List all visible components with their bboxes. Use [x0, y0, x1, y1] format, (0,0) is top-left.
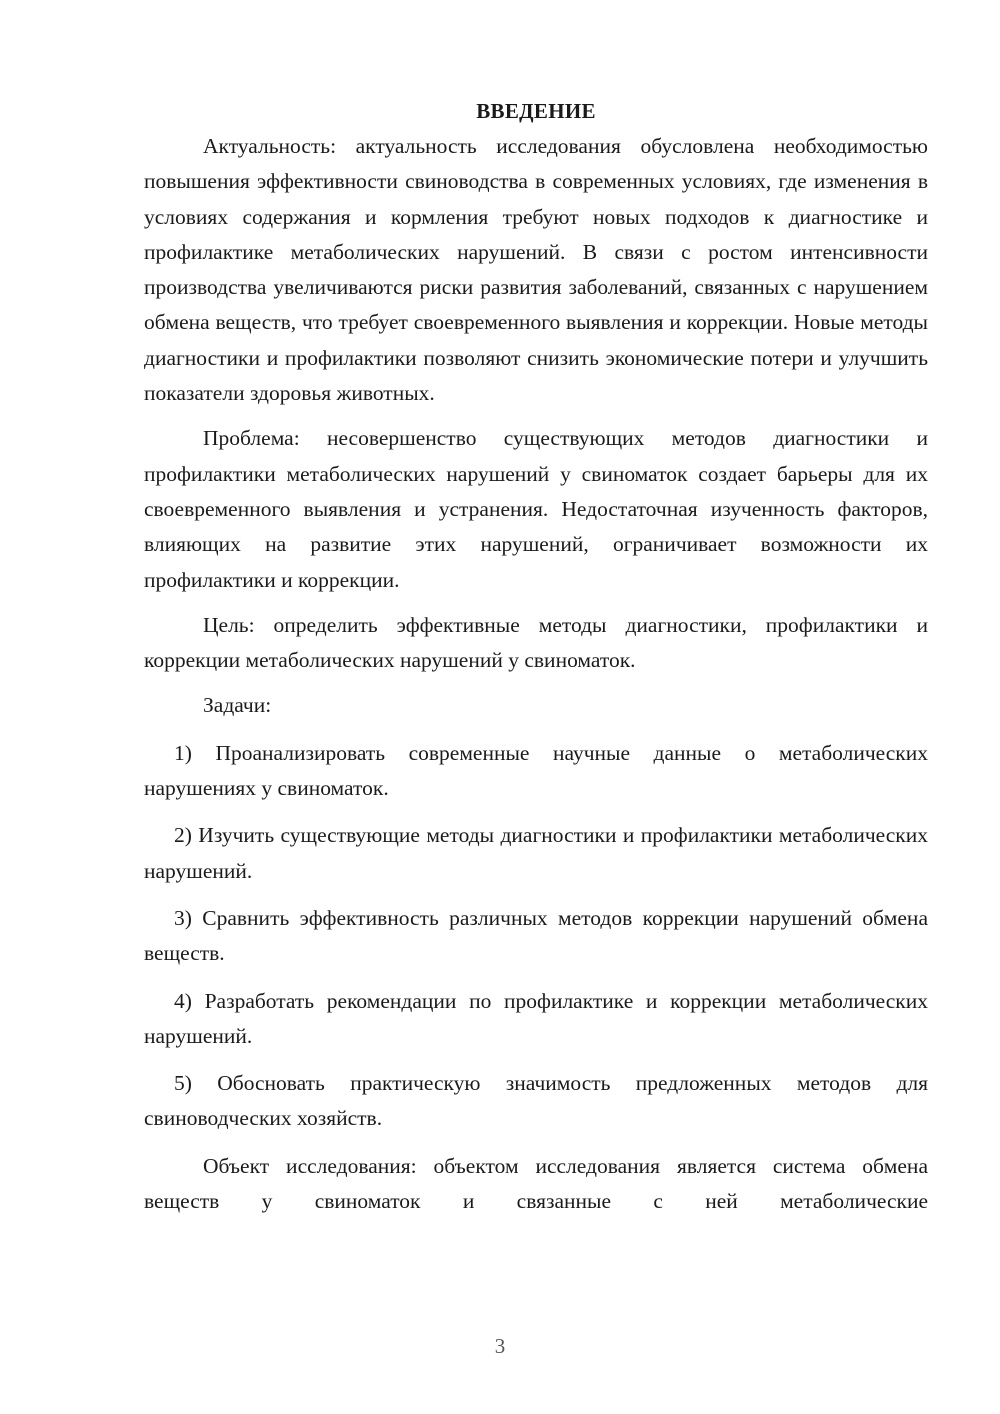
paragraph-relevance: Актуальность: актуальность исследования обусловлена необходимостью повышения эффективности свиноводства в современных условиях, где изменения в условиях содержания и кормления требуют новых подходов к диагностике и профилактике метаболических нарушений. В связи с ростом интенсивности производства увеличиваются риски развития заболеваний, связанных с нарушением обмена веществ, что требует своевременного выявления и коррекции. Новые методы диагностики и профилактики позволяют снизить экономические потери и улучшить показатели здоровья животных.	[144, 134, 928, 406]
list-item: 5) Обосновать практическую значимость предложенных методов для свиноводческих хозяйств.	[144, 1071, 928, 1131]
task-list	[144, 736, 928, 1137]
paragraph-object: Объект исследования: объектом исследования является система обмена веществ у свиноматок и связанные с ней метаболические	[144, 1153, 928, 1214]
list-item: 1) Проанализировать современные научные данные о метаболических нарушениях у свиноматок.	[144, 740, 928, 801]
list-item: 4) Разработать рекомендации по профилактике и коррекции метаболических нарушений.	[144, 988, 928, 1048]
paragraph-problem: Проблема: несовершенство существующих методов диагностики и профилактики метаболических нарушений у свиноматок создает барьеры для их своевременного выявления и устранения. Недостаточная изученность факторов, влияющих на развитие этих нарушений, ограничивает возможности их профилактики и коррекции.	[144, 426, 928, 592]
paragraph-tasks-heading: Задачи:	[203, 693, 272, 718]
page-number: 3	[494, 1334, 506, 1358]
list-item: 3) Сравнить эффективность различных методов коррекции нарушений обмена веществ.	[144, 905, 928, 966]
document-page	[144, 94, 928, 1219]
list-item: 2) Изучить существующие методы диагностики и профилактики метаболических нарушений.	[144, 823, 928, 883]
paragraph-goal: Цель: определить эффективные методы диагностики, профилактики и коррекции метаболических нарушений у свиноматок.	[144, 612, 928, 673]
page-title: ВВЕДЕНИЕ	[476, 99, 596, 123]
